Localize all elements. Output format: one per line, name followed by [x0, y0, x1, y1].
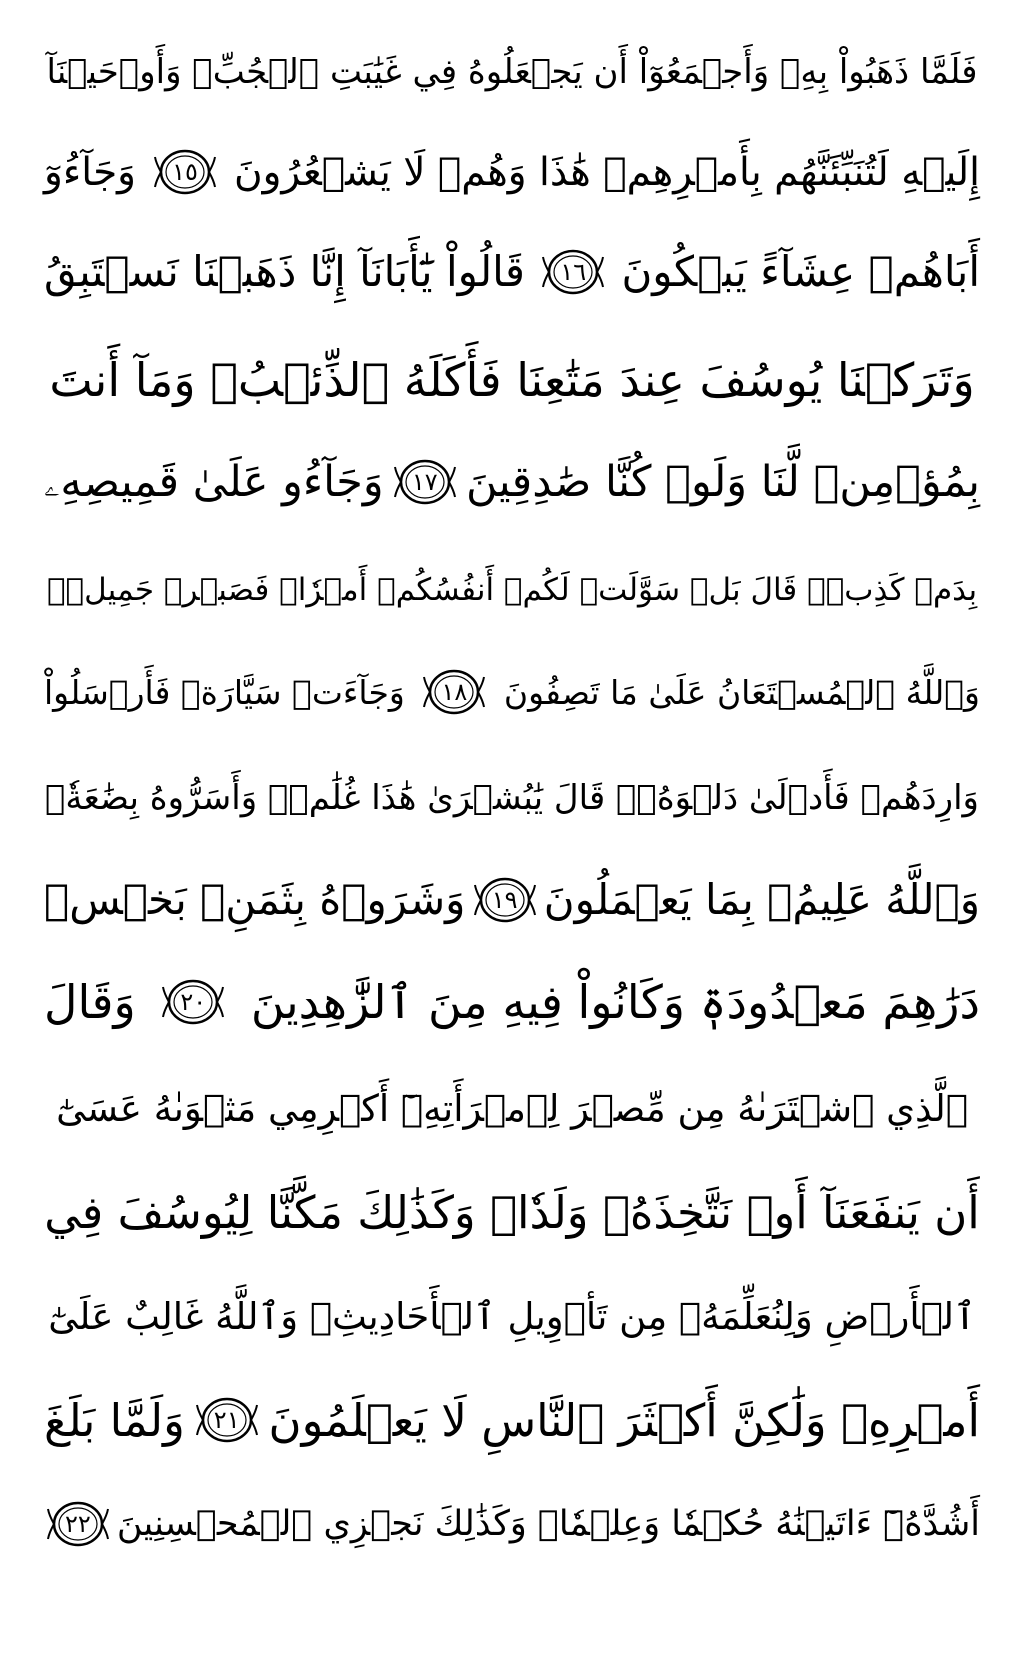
verse-line-12 [44, 1162, 980, 1262]
ayah-number: ١٧ [411, 468, 438, 496]
verse-line-8 [44, 748, 980, 848]
verse-line-1 [44, 22, 980, 122]
line-text: ٱلَّذِي ٱشۡتَرَىٰهُ مِن مِّصۡرَ لِٱمۡرَأَتِهِۦٓ أَكۡرِمِي مَثۡوَىٰهُ عَسَىٰٓ [56, 1086, 968, 1130]
line-text: إِلَيۡهِ لَتُنَبِّئَنَّهُم بِأَمۡرِهِمۡ هَٰذَا وَهُمۡ لَا يَشۡعُرُونَ [233, 149, 980, 195]
line-text: قَالُواْ يَٰٓأَبَانَآ إِنَّا ذَهَبۡنَا نَسۡتَبِقُ [44, 247, 526, 296]
line-text: ٱلۡأَرۡضِ وَلِنُعَلِّمَهُۥ مِن تَأۡوِيلِ ٱلۡأَحَادِيثِۚ وَٱللَّهُ غَالِبٌ عَلَىٰٓ [48, 1294, 976, 1338]
line-text: وَشَرَوۡهُ بِثَمَنِۢ بَخۡسٖ [44, 875, 466, 924]
ayah-number: ١٨ [441, 678, 468, 706]
ayah-end-marker [392, 457, 458, 507]
ayah-number: ٢١ [213, 1406, 240, 1434]
verse-line-10 [44, 952, 980, 1052]
line-text: وَارِدَهُمۡ فَأَدۡلَىٰ دَلۡوَهُۥۖ قَالَ يَٰبُشۡرَىٰ هَٰذَا غُلَٰمٞۚ وَأَسَرُّوهُ بِضَٰعَةٗۚ [45, 778, 979, 818]
verse-line-4 [44, 330, 980, 430]
ayah-end-marker [472, 875, 538, 925]
ayah-number: ١٩ [491, 886, 518, 914]
ayah-end-marker [152, 147, 218, 197]
line-text: وَتَرَكۡنَا يُوسُفَ عِندَ مَتَٰعِنَا فَأَكَلَهُ ٱلذِّئۡبُۖ وَمَآ أَنتَ [49, 353, 975, 407]
line-text: وَلَمَّا بَلَغَ [44, 1393, 185, 1447]
ayah-end-marker [421, 667, 487, 717]
line-text: وَٱللَّهُ ٱلۡمُسۡتَعَانُ عَلَىٰ مَا تَصِفُونَ [503, 672, 980, 712]
ayah-end-marker [160, 977, 226, 1027]
line-text: وَقَالَ [44, 975, 136, 1029]
verse-line-3 [44, 222, 980, 322]
verse-line-14 [44, 1370, 980, 1470]
line-text: فَلَمَّا ذَهَبُواْ بِهِۦ وَأَجۡمَعُوٓاْ أَن يَجۡعَلُوهُ فِي غَيَٰبَتِ ٱلۡجُبِّۚ وَأَوۡحَيۡنَآ [46, 52, 978, 92]
line-text: أَبَاهُمۡ عِشَآءً يَبۡكُونَ [621, 247, 980, 296]
verse-line-5 [44, 432, 980, 532]
line-text: وَجَآءُو عَلَىٰ قَمِيصِهِۦ [44, 456, 384, 507]
line-text: أَمۡرِهِۦ وَلَٰكِنَّ أَكۡثَرَ ٱلنَّاسِ لَا يَعۡلَمُونَ [268, 1393, 980, 1447]
verse-line-13 [44, 1266, 980, 1366]
line-text: أَن يَنفَعَنَآ أَوۡ نَتَّخِذَهُۥ وَلَدٗاۚ وَكَذَٰلِكَ مَكَّنَّا لِيُوسُفَ فِي [44, 1185, 980, 1239]
line-text: وَجَآءَتۡ سَيَّارَةٞ فَأَرۡسَلُواْ [44, 672, 405, 712]
line-text: بِمُؤۡمِنٖ لَّنَا وَلَوۡ كُنَّا صَٰدِقِينَ [465, 456, 980, 507]
verse-line-9 [44, 850, 980, 950]
ayah-end-marker [45, 1499, 111, 1549]
line-text: وَٱللَّهُ عَلِيمُۢ بِمَا يَعۡمَلُونَ [543, 875, 980, 924]
verse-line-2 [44, 122, 980, 222]
verse-line-11 [44, 1058, 980, 1158]
line-text: أَشُدَّهُۥٓ ءَاتَيۡنَٰهُ حُكۡمٗا وَعِلۡمٗاۚ وَكَذَٰلِكَ نَجۡزِي ٱلۡمُحۡسِنِينَ [116, 1503, 980, 1544]
verse-line-6 [44, 540, 980, 640]
ayah-number: ١٥ [172, 158, 198, 186]
ayah-number: ٢٠ [180, 988, 207, 1016]
ayah-number: ٢٢ [65, 1510, 91, 1538]
verse-line-15 [44, 1474, 980, 1574]
ayah-end-marker [194, 1395, 260, 1445]
ayah-number: ١٦ [560, 258, 587, 286]
line-text: دَرَٰهِمَ مَعۡدُودَةٖ وَكَانُواْ فِيهِ مِنَ ٱلزَّٰهِدِينَ [250, 975, 980, 1029]
line-text: وَجَآءُوٓ [44, 149, 137, 195]
ayah-end-marker [540, 247, 606, 297]
line-text: بِدَمٖ كَذِبٖۚ قَالَ بَلۡ سَوَّلَتۡ لَكُمۡ أَنفُسُكُمۡ أَمۡرٗاۖ فَصَبۡرٞ جَمِيلٞۖ [46, 571, 978, 608]
verse-line-7 [44, 642, 980, 742]
